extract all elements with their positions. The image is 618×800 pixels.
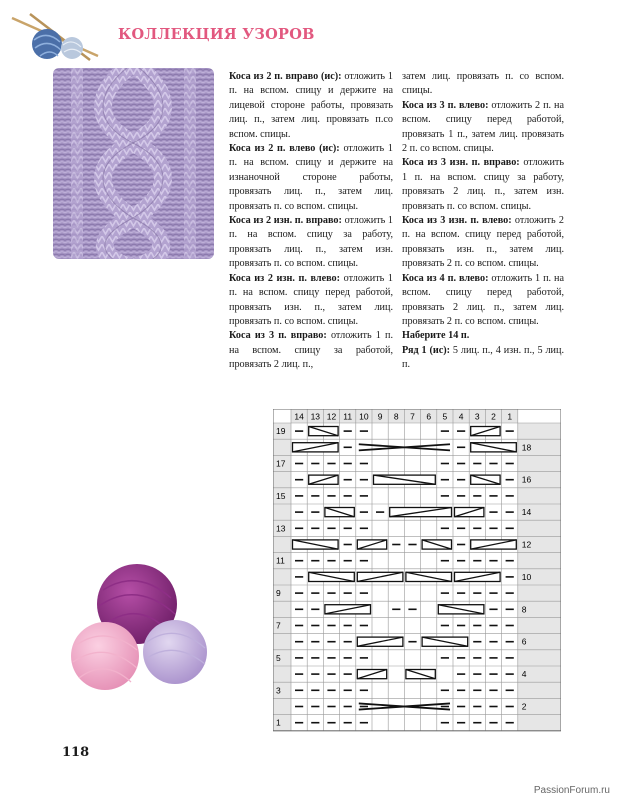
chart-row-number: 10 (521, 571, 532, 582)
instruction-heading: Ряд 1 (ис): (402, 344, 451, 356)
cable-symbol (471, 540, 517, 549)
knit-pattern-photo (53, 68, 214, 259)
instruction-paragraph (402, 70, 564, 99)
chart-column-number: 5 (442, 411, 448, 422)
chart-column-number: 9 (377, 411, 383, 422)
cable-symbol (455, 572, 501, 581)
chart-row-number: 18 (521, 442, 532, 453)
instruction-heading: Коса из 4 п. влево: (402, 272, 489, 284)
chart-row-number: 1 (276, 717, 281, 728)
chart-column-number: 12 (326, 411, 337, 422)
instruction-paragraph (402, 344, 564, 373)
instruction-text: отложить 1 п. на вспом. спицу и держите на изнаночной стороне работы, провязать лиц. п., затем лиц. провязать п. со вспом. спицы. (229, 143, 393, 212)
cable-symbol (471, 475, 500, 484)
cable-symbol (357, 572, 403, 581)
instructions-column-left (229, 70, 393, 373)
instruction-paragraph (229, 142, 393, 214)
instruction-text: отложить 1 п. на вспом. спицу за работу, провязать лиц. п., затем изн. провязать п. со вспом. спицы. (229, 215, 394, 270)
instruction-paragraph (229, 272, 393, 330)
instruction-text: отложить 1 п. на вспом. спицу перед работой, провязать изн. п., затем лиц. провязать п. со вспом. спицы. (229, 272, 394, 327)
chart-row-number: 9 (276, 588, 281, 599)
instruction-text: затем лиц. провязать п. со вспом. спицы. (402, 71, 564, 97)
instruction-paragraph (229, 329, 393, 372)
chart-row-number: 7 (276, 620, 281, 631)
cable-symbol (438, 605, 484, 614)
chart-column-number: 8 (393, 411, 399, 422)
chart-row-number: 2 (521, 701, 527, 712)
instruction-text: отложить 1 п. на вспом. спицу и держите на лицевой стороне работы, провязать лиц. п., затем лиц. провязать п.со вспом. спицы. (229, 71, 394, 140)
cable-symbol (309, 475, 338, 484)
chart-row-number: 15 (276, 490, 286, 501)
cable-symbol (357, 540, 386, 549)
chart-column-number: 7 (410, 411, 415, 422)
cable-symbol (325, 508, 354, 517)
instruction-paragraph (402, 156, 564, 214)
knitting-chart (273, 409, 561, 733)
cable-symbol (422, 637, 468, 646)
instruction-heading: Коса из 2 п. вправо (ис): (229, 71, 342, 82)
cable-symbol (406, 572, 452, 581)
yarn-needles-logo-icon (10, 12, 102, 62)
instruction-text: отложить 1 п. на вспом. спицу перед работой, провязать 2 лиц. п., затем лиц. провязать 2 п. со вспом. спицы. (402, 272, 564, 327)
cable-symbol (309, 427, 338, 436)
section-title: КОЛЛЕКЦИЯ УЗОРОВ (118, 26, 315, 43)
instruction-paragraph (229, 214, 393, 272)
chart-column-number: 4 (458, 411, 464, 422)
instruction-text: отложить 2 п. на вспом. спицу перед работой, провязать 1 п., затем лиц. провязать 2 п. со вспом. спицы. (402, 99, 564, 155)
instruction-heading: Коса из 3 п. вправо: (229, 330, 327, 342)
page-number: 118 (62, 745, 90, 760)
instruction-paragraph (402, 99, 564, 157)
cable-symbol (406, 670, 435, 679)
instruction-heading: Коса из 2 изн. п. влево: (229, 272, 341, 284)
instruction-text: отложить 1 п. на вспом. спицу за работой, провязать 2 лиц. п., (229, 330, 393, 371)
cable-symbol (325, 605, 371, 614)
watermark: PassionForum.ru (533, 785, 610, 796)
instruction-heading: Коса из 3 изн. п. влево: (402, 215, 512, 227)
chart-row-number: 16 (521, 474, 532, 485)
instruction-paragraph (402, 329, 564, 343)
cable-symbol (357, 670, 386, 679)
instruction-text: отложить 1 п. на вспом. спицу за работу, провязать 2 лиц. п., затем изн. провязать п. со вспом. спицы. (402, 157, 564, 212)
instruction-text: отложить 2 п. на вспом. спицу перед работой, провязать изн. п., затем лиц. провязать 2 п. со вспом. спицы. (402, 215, 564, 270)
chart-column-number: 3 (474, 411, 480, 422)
instruction-text: 5 лиц. п., 4 изн. п., 5 лиц. п. (402, 344, 564, 371)
instruction-paragraph (229, 70, 393, 142)
chart-row-number: 14 (521, 507, 532, 518)
cable-symbol (357, 637, 403, 646)
chart-row-number: 4 (521, 669, 527, 680)
chart-row-number: 3 (276, 685, 281, 696)
cable-symbol (293, 540, 339, 549)
cable-symbol (309, 572, 355, 581)
instruction-heading: Коса из 2 п. влево (ис): (229, 143, 340, 155)
chart-column-number: 11 (343, 411, 353, 422)
chart-row-number: 17 (276, 458, 286, 469)
chart-row-number: 13 (276, 523, 286, 534)
instruction-heading: Коса из 3 п. влево: (402, 99, 489, 111)
chart-column-number: 6 (426, 411, 432, 422)
chart-column-number: 13 (310, 411, 321, 422)
chart-row-number: 8 (521, 604, 527, 615)
chart-column-number: 14 (294, 411, 304, 422)
chart-row-number: 19 (276, 426, 286, 437)
chart-row-number: 12 (521, 539, 532, 550)
cable-symbol (471, 427, 500, 436)
instruction-heading: Коса из 3 изн. п. вправо: (402, 157, 520, 169)
cable-symbol (390, 508, 452, 517)
page-header (0, 0, 618, 70)
chart-column-number: 10 (359, 411, 369, 422)
instruction-heading: Наберите 14 п. (402, 330, 470, 342)
yarn-balls-image (55, 560, 215, 690)
chart-column-number: 1 (507, 411, 513, 422)
instruction-paragraph (402, 214, 564, 272)
chart-column-number: 2 (491, 411, 496, 422)
chart-row-number: 11 (276, 555, 285, 566)
cable-symbol (293, 443, 339, 452)
cable-symbol (471, 443, 517, 452)
instructions-column-right (402, 70, 564, 373)
cable-symbol (422, 540, 451, 549)
cable-symbol (455, 508, 484, 517)
instruction-heading: Коса из 2 изн. п. вправо: (229, 215, 342, 227)
cable-symbol (374, 475, 436, 484)
instruction-paragraph (402, 272, 564, 330)
chart-row-number: 6 (521, 636, 527, 647)
chart-row-number: 5 (276, 652, 281, 663)
